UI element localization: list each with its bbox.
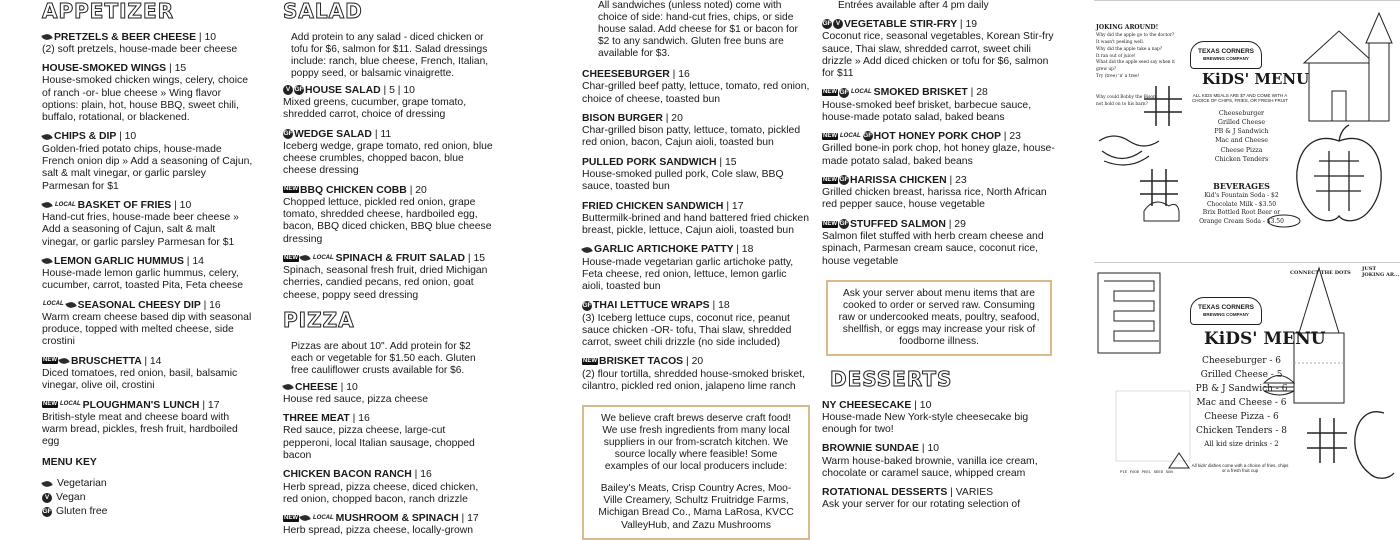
local-badge-icon: LOCAL [851,89,872,96]
item-price: | 20 [685,356,704,368]
connect-dots-title: CONNECT THE DOTS [1290,270,1351,276]
item-price: | 23 [949,174,967,186]
gluten-free-icon: GF [294,85,304,93]
item-description: Char-grilled bison patty, lettuce, tomato, pickled red onion, bacon, Cajun aioli, toasted bun [582,125,801,149]
appetizer-column [42,0,254,518]
vegetarian-leaf-icon [41,132,52,141]
kids-menu-title-2: KiDS' MENU [1204,329,1326,349]
vegetarian-leaf-icon [41,257,52,266]
brewery-logo [1190,41,1262,69]
menu-item [283,469,495,506]
item-description: House-made vegetarian garlic artichoke patty, Feta cheese, red onion, lettuce, lemon garlic aioli, toasted bun [582,256,794,293]
item-title: CHEESE [295,381,338,393]
new-badge-icon: NEW [823,132,837,139]
sandwiches-column [582,0,810,531]
menu-item [822,400,1062,437]
food-safety-warning [826,280,1052,356]
item-description: Red sauce, pizza cheese, large-cut pepperoni, local Italian sausage, chopped bacon [283,425,475,461]
item-description: Spinach, seasonal fresh fruit, dried Michigan cherries, candied pecans, red onion, goat cheese, poppy seed dressing [283,265,488,301]
item-description: Grilled chicken breast, harissa rice, North African red pepper sauce, house vegetable [822,187,1047,211]
menu-item [42,356,254,393]
kids-menu-list-2 [1194,355,1289,449]
item-price: | 10 [174,199,192,211]
salad-pizza-column [283,0,495,537]
new-badge-icon: NEW [284,186,298,193]
item-price: | 16 [203,299,221,311]
brewery-logo-2 [1190,297,1262,325]
vegetarian-leaf-icon [58,356,69,365]
menu-item [42,32,254,57]
kids-item: Grilled Cheese - 5 [1200,369,1283,380]
item-description: Hand-cut fries, house-made beer cheese » Add a seasoning of Cajun, salt & malt vinegar, or garlic parsley Parmesan for $1 [42,212,239,248]
item-title: CHICKEN BACON RANCH [283,469,412,481]
vegan-icon: V [283,85,293,95]
entrees-intro: Entrées available after 4 pm daily [838,0,989,11]
item-description: Chopped lettuce, pickled red onion, grape tomato, shredded cheese, hardboiled egg, bacon, BBQ diced chicken, BBQ blue cheese dressing [283,196,492,245]
item-price: | 17 [202,399,220,411]
menu-key-title: MENU KEY [42,456,97,468]
item-description: (3) Iceberg lettuce cups, coconut rice, peanut sauce chicken -OR- tofu, Thai slaw, shredded carrot, sweet chili drizzle (no side included) [582,312,792,349]
item-title: BRISKET TACOS [599,356,684,368]
item-price: | 10 [921,443,940,455]
kids-menu-page-1 [1094,0,1400,230]
item-title: BISON BURGER [582,112,663,124]
item-description: Buttermilk-brined and hand battered fried chicken breast, pickle, lettuce, Cajun aioli, toasted bun [582,212,809,237]
kids-item: Chicken Tenders [1214,155,1269,163]
gluten-free-icon: GF [839,176,849,184]
joke-title: JOKING AROUND! [1096,24,1159,31]
vegetarian-leaf-icon [299,254,310,263]
vegetarian-leaf-icon [65,300,76,309]
item-description: British-style meat and cheese board with warm bread, pickles, fresh fruit, hardboiled egg [42,411,238,448]
item-title: VEGETABLE STIR-FRY [844,19,957,31]
gluten-free-icon: GF [582,301,592,309]
joke-line: What did the apple seed say when it grew up? [1096,60,1176,73]
item-title: CHEESEBURGER [582,69,670,81]
maze-square-icon [1098,273,1160,353]
apple-icon-2 [1355,412,1394,479]
pizza-intro: Pizzas are about 10". Add protein for $2 each or vegetable for $1.50 each. Gluten free cauliflower crusts available for $6. [291,340,476,376]
menu-item [283,413,495,462]
item-title: GARLIC ARTICHOKE PATTY [594,244,734,256]
item-title: LEMON GARLIC HUMMUS [54,255,184,267]
beverage-item: Chocolate Milk - $3.50 [1206,200,1277,208]
item-title: FRIED CHICKEN SANDWICH [582,200,724,212]
apple-icon [1297,125,1381,221]
menu-item [283,253,495,302]
vegetarian-leaf-icon [282,382,293,391]
joke-line: Why did the apple go to the doctor? [1096,32,1175,38]
menu-item [582,244,810,293]
key-vegan [42,492,254,504]
salad-intro: Add protein to any salad - diced chicken or tofu for $6, salmon for $11. Salad dressings include: ranch, blue cheese, French, Italian, poppy seed, or balsamic vinaigrette. [291,31,489,79]
item-price: | 28 [970,87,988,99]
item-title: HOUSE SALAD [305,84,381,96]
barn-icon [1304,13,1392,121]
item-description: House red sauce, pizza cheese [283,393,428,405]
item-price: | 14 [144,355,162,367]
menu-item [582,113,810,150]
local-badge-icon: LOCAL [43,301,64,308]
kids-jokes [1096,23,1178,109]
kids-item: Mac and Cheese - 6 [1196,397,1287,408]
desserts-heading: DESSERTS [830,366,953,391]
key-vegetarian [42,478,254,490]
item-title: HOUSE-SMOKED WINGS [42,63,167,75]
key-label: Gluten free [56,506,108,518]
kids-menu-page-2 [1094,262,1400,492]
item-price: | 29 [948,218,966,230]
kids-item: PB & J Sandwich - 6 [1195,383,1288,394]
brand-name: TEXAS CORNERS [1198,48,1254,55]
item-title: CHIPS & DIP [54,131,117,143]
gluten-free-icon: GF [822,20,832,28]
new-badge-icon: NEW [823,89,837,96]
item-price: | 18 [736,244,754,256]
vegetarian-leaf-icon [41,32,52,41]
joke-title-2: JUST JOKING AR... [1362,266,1400,278]
item-title: BASKET OF FRIES [77,199,172,211]
item-price: | 23 [1003,131,1021,143]
item-description: House-made New York-style cheesecake big enough for two! [822,411,1029,436]
item-price: | 10 [340,381,358,393]
pizza-heading: PIZZA [283,307,355,332]
item-description: Diced tomatoes, red onion, basil, balsamic vinegar, olive oil, crostini [42,367,238,392]
joke-line: It ran out of juice! [1096,53,1136,59]
local-badge-icon: LOCAL [840,132,861,139]
vegan-icon: V [833,19,843,29]
item-price: | 10 [914,399,932,411]
brand-name: TEXAS CORNERS [1198,304,1254,311]
kids-item: Cheese Pizza - 6 [1204,411,1279,422]
item-title: SMOKED BRISKET [873,87,968,99]
kids-beverages [1194,181,1289,226]
item-description: House-made lemon garlic hummus, celery, cucumber, carrot, toasted Pita, Feta cheese [42,268,243,292]
item-description: Grilled bone-in pork chop, hot honey glaze, house-made potato salad, baked beans [822,143,1055,167]
item-title: PLOUGHMAN'S LUNCH [82,399,200,411]
menu-item [582,356,810,393]
kids-menu-list [1194,109,1289,164]
new-badge-icon: NEW [43,401,57,408]
entrees-desserts-column [822,0,1062,511]
menu-item [42,400,254,449]
item-description: House-smoked chicken wings, celery, choice of ranch -or- blue cheese » Wing flavor options: plain, hot, house BBQ, sweet chili, buffalo, rotational, or blackened. [42,75,248,124]
kids-menu-column [1094,0,1400,500]
beverage-item: Brix Bottled Root Beer or Orange Cream Soda - $3.50 [1199,209,1284,225]
item-title: BBQ CHICKEN COBB [300,184,407,196]
kids-item: Cheese Pizza [1220,146,1263,154]
item-price: | 10 [198,31,217,43]
item-description: (2) flour tortilla, shredded house-smoked brisket, cilantro, pickled red onion, jalapeno lime ranch [582,368,805,392]
warning-text: Ask your server about menu items that are cooked to order or served raw. Consuming raw or undercooked meats, poultry, seafood, shellfish, or eggs may increase your risk of foodborne illness. [838,287,1040,347]
local-badge-icon: LOCAL [313,254,334,261]
menu-item [822,131,1062,168]
item-title: ROTATIONAL DESSERTS [822,487,948,499]
menu-item [822,443,1062,480]
item-title: SEASONAL CHEESY DIP [77,299,201,311]
item-title: HOT HONEY PORK CHOP [873,131,1001,143]
kids-item: Mac and Cheese [1215,137,1268,145]
item-price: | 20 [409,184,427,196]
item-description: Warm cream cheese based dip with seasonal produce, topped with melted cheese, side crostini [42,311,252,348]
bison-icon [1144,202,1179,221]
joke-line: not hold on to his barn? [1096,101,1148,107]
menu-item [42,300,254,349]
vegetarian-leaf-icon [41,201,52,210]
item-description: Golden-fried potato chips, house-made French onion dip » Add a seasoning of Cajun, salt & malt vinegar, or garlic parsley Parmesan for $1 [42,143,253,192]
menu-item [42,131,254,192]
kids-menu-footnote: All kids' dishes come with a choice of fries, chips or a fresh fruit cup [1191,463,1289,474]
menu-item [822,175,1062,212]
local-badge-icon: LOCAL [55,201,76,208]
menu-item [582,201,810,238]
item-price: | 19 [959,19,978,31]
joke-line: Why did the apple take a nap? [1096,46,1163,52]
item-price: | 5 | 10 [383,84,415,96]
gluten-free-icon: GF [863,132,873,140]
item-description: Mixed greens, cucumber, grape tomato, shredded carrot, choice of dressing [283,96,467,121]
item-price: | 17 [726,200,744,212]
menu-item [822,87,1062,124]
local-suppliers-box [582,405,810,539]
item-title: PRETZELS & BEER CHEESE [54,31,197,43]
menu-item [283,513,495,538]
item-price: | 18 [712,300,730,312]
vegetarian-leaf-icon [581,245,592,254]
svg-text:PIE FOOD PEEL SEED SUN: PIE FOOD PEEL SEED SUN [1120,471,1173,475]
brand-sub: BREWING COMPANY [1203,56,1249,62]
new-badge-icon: NEW [284,254,298,261]
new-badge-icon: NEW [43,357,57,364]
kids-item: Grilled Cheese [1217,119,1266,127]
vegetarian-leaf-icon [41,479,52,488]
item-price: | 15 [467,252,486,264]
item-title: HARISSA CHICKEN [850,174,947,186]
menu-item [42,63,254,124]
item-title: THAI LETTUCE WRAPS [593,300,710,312]
item-description: Warm house-baked brownie, vanilla ice cream, chocolate or caramel sauce, whipped cream [822,455,1038,479]
item-title: WEDGE SALAD [294,128,372,140]
joke-line: It wasn't peeling well. [1096,39,1145,45]
item-description: Herb spread, pizza cheese, locally-grown [283,525,474,537]
kids-item: Cheeseburger - 6 [1201,356,1282,366]
item-description: Ask your server for our rotating selection of [822,499,1021,511]
brand-sub: BREWING COMPANY [1203,312,1249,318]
gluten-free-icon: GF [839,220,849,227]
vegan-icon: V [42,493,52,503]
gluten-free-icon: GF [283,129,293,137]
vegetarian-leaf-icon [299,514,310,523]
item-title: NY CHEESECAKE [822,399,912,411]
item-price: | 11 [374,128,392,140]
menu-item [822,487,1062,512]
new-badge-icon: NEW [583,358,597,365]
menu-item [283,382,495,407]
item-description: Char-grilled beef patty, lettuce, tomato, red onion, choice of cheese, toasted bun [582,81,810,105]
beverages-title: BEVERAGES [1213,181,1270,191]
item-description: House-smoked beef brisket, barbecue sauce, house-made potato salad, baked beans [822,99,1032,123]
menu-item [283,85,495,122]
key-label: Vegan [56,492,86,504]
sandwich-intro: All sandwiches (unless noted) come with choice of side: hand-cut fries, chips, or side house salad. Add cheese for $1 or bacon for $2 to any sandwich. Gluten free buns are available for $3. [598,0,798,60]
item-price: | 16 [414,469,432,481]
item-price: | 14 [186,255,204,267]
word-search-icon [1116,391,1190,461]
item-price: | 16 [352,413,370,425]
item-description: House-smoked pulled pork, Cole slaw, BBQ sauce, toasted bun [582,169,784,193]
item-description: Herb spread, pizza cheese, diced chicken, red onion, chopped bacon, ranch drizzle [283,481,479,505]
item-price: | 17 [461,513,479,525]
item-price: | 15 [169,63,187,75]
craft-box-suppliers: Bailey's Meats, Crisp Country Acres, Moo-Ville Creamery, Schultz Fruitridge Farms, Michigan Bread Co., Mama LaRosa, KVCC ValleyHub, and Zazu Mushrooms [598,483,794,531]
beverage-item: Kid's Fountain Soda - $2 [1204,192,1279,200]
new-badge-icon: NEW [823,220,837,227]
joke-line: Why could Bobby the Bison [1096,95,1156,100]
gluten-free-icon: GF [839,88,849,96]
maze-icon [1099,136,1159,165]
local-badge-icon: LOCAL [60,401,81,408]
item-price: | 15 [719,156,737,168]
new-badge-icon: NEW [823,176,837,183]
craft-box-text: We believe craft brews deserve craft food! We use fresh ingredients from many local suppliers in our from-scratch kitchen. We source locally where feasible! Some examples of our local producers include: [600,413,792,473]
item-description: Iceberg wedge, grape tomato, red onion, blue cheese crumbles, chopped bacon, blue cheese dressing [283,140,493,177]
item-title: PULLED PORK SANDWICH [582,156,717,168]
kids-menu-subtitle: ALL KIDS MEALS ARE $7 AND COME WITH A CHOICE OF CHIPS, FRIES, OR FRESH FRUIT [1191,93,1288,104]
item-price: | 20 [665,112,683,124]
item-price: | VARIES [950,487,994,499]
fries-icon [1169,453,1189,468]
menu-item [283,129,495,178]
item-description: (2) soft pretzels, house-made beer cheese [42,43,238,55]
appetizer-heading: APPETIZER [42,0,175,23]
kids-item: Cheeseburger [1218,110,1265,117]
local-badge-icon: LOCAL [313,514,334,521]
menu-item [582,157,810,194]
item-title: MUSHROOM & SPINACH [335,513,459,525]
salad-heading: SALAD [283,0,363,23]
joke-line: Try (tree) 'n' a tree! [1096,74,1140,80]
item-title: BRUSCHETTA [71,355,142,367]
item-title: BROWNIE SUNDAE [822,443,919,455]
item-price: | 16 [672,69,690,81]
item-price: | 10 [119,131,137,143]
menu-item [42,200,254,249]
tic-tac-toe-icon-2 [1307,418,1347,463]
kids-item: All kid size drinks - 2 [1204,439,1279,448]
new-badge-icon: NEW [284,514,298,521]
menu-item [822,19,1062,80]
menu-item [582,69,810,106]
kids-item: Chicken Tenders - 8 [1196,425,1287,436]
item-title: SPINACH & FRUIT SALAD [335,252,465,264]
item-title: STUFFED SALMON [850,218,946,230]
item-title: THREE MEAT [283,413,350,425]
menu-item [283,185,495,246]
menu-item [42,256,254,293]
key-label: Vegetarian [57,477,107,489]
kids-item: PB & J Sandwich [1214,128,1269,136]
kids-menu-title: KiDS' MENU [1202,70,1310,88]
menu-item [582,300,810,349]
gluten-free-icon: GF [42,508,52,516]
key-gluten-free [42,506,254,518]
menu-item [822,219,1062,268]
item-description: Salmon filet stuffed with herb cream cheese and spinach, Parmesan cream sauce, coconut rice, house vegetable [822,231,1044,267]
item-description: Coconut rice, seasonal vegetables, Korean Stir-fry sauce, Thai slaw, shredded carrot, sweet chili drizzle » Add diced chicken or tofu for $6, salmon for $11 [822,31,1054,80]
